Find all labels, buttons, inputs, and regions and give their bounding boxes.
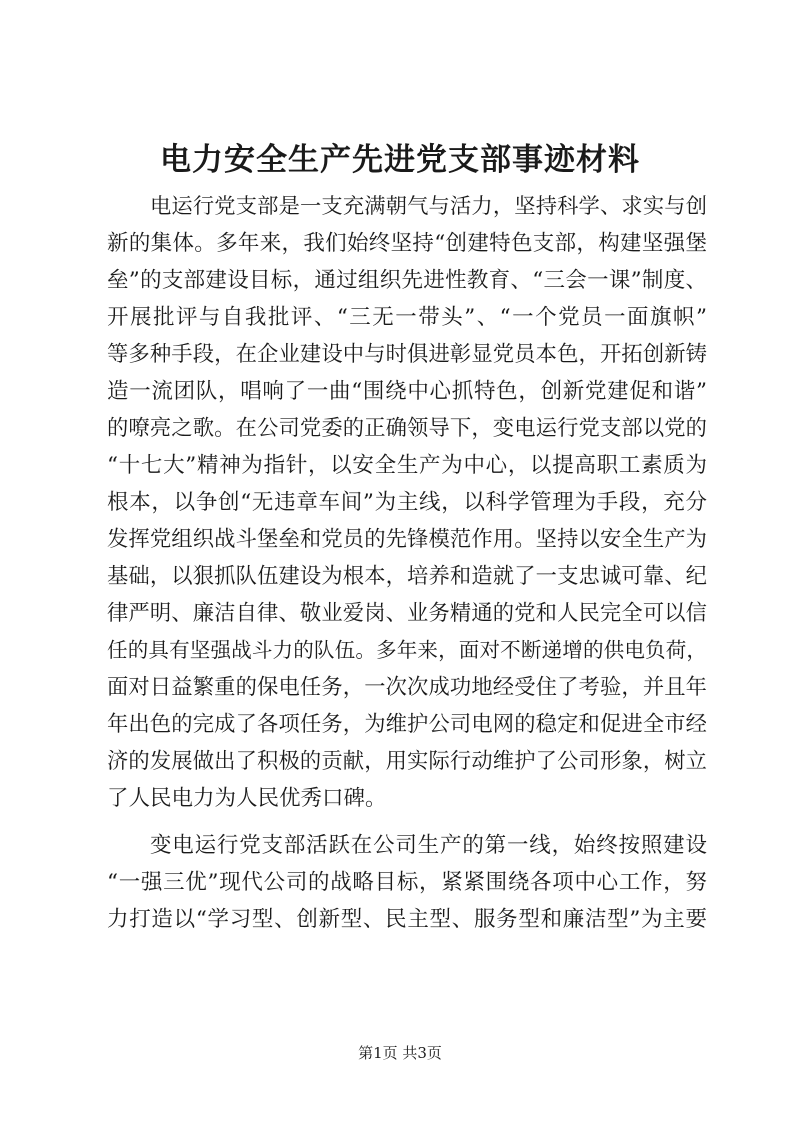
text-line: 开展批评与自我批评、“三无一带头”、“一个党员一面旗帜”: [107, 305, 707, 330]
document-title: 电力安全生产先进党支部事迹材料: [160, 142, 640, 178]
text-line: 等多种手段，在企业建设中与时俱进彰显党员本色，开拓创新铸: [107, 342, 707, 367]
paragraph-1: [107, 188, 707, 817]
text-line: 发挥党组织战斗堡垒和党员的先锋模范作用。坚持以安全生产为: [107, 527, 707, 552]
text-line: 任的具有坚强战斗力的队伍。多年来，面对不断递增的供电负荷，: [107, 638, 707, 662]
text-line: 面对日益繁重的保电任务，一次次成功地经受住了考验，并且年: [107, 675, 707, 700]
text-line: 变电运行党支部活跃在公司生产的第一线，始终按照建设: [150, 833, 707, 858]
text-line: 基础，以狠抓队伍建设为根本，培养和造就了一支忠诚可靠、纪: [107, 564, 707, 589]
text-line: 根本，以争创“无违章车间”为主线，以科学管理为手段，充分: [107, 490, 707, 515]
page-footer: 第1页 共3页: [358, 1044, 442, 1062]
document-body: [107, 188, 707, 938]
text-line: “十七大”精神为指针，以安全生产为中心，以提高职工素质为: [107, 453, 707, 478]
text-line: 的嘹亮之歌。在公司党委的正确领导下，变电运行党支部以党的: [107, 416, 707, 441]
paragraph-2: [107, 827, 707, 938]
text-line: 济的发展做出了积极的贡献，用实际行动维护了公司形象，树立: [107, 749, 707, 774]
text-line: 新的集体。多年来，我们始终坚持“创建特色支部，构建坚强堡: [107, 231, 707, 256]
text-line: “一强三优”现代公司的战略目标，紧紧围绕各项中心工作，努: [107, 870, 707, 895]
text-line: 造一流团队，唱响了一曲“围绕中心抓特色，创新党建促和谐”: [107, 379, 707, 404]
text-line: 电运行党支部是一支充满朝气与活力，坚持科学、求实与创: [150, 194, 707, 219]
text-line: 垒”的支部建设目标，通过组织先进性教育、“三会一课”制度、: [107, 268, 707, 293]
text-line: 律严明、廉洁自律、敬业爱岗、业务精通的党和人民完全可以信: [107, 601, 707, 626]
text-line: 了人民电力为人民优秀口碑。: [107, 786, 387, 811]
text-line: 年出色的完成了各项任务，为维护公司电网的稳定和促进全市经: [107, 712, 707, 737]
text-line: 力打造以“学习型、创新型、民主型、服务型和廉洁型”为主要: [107, 907, 707, 932]
